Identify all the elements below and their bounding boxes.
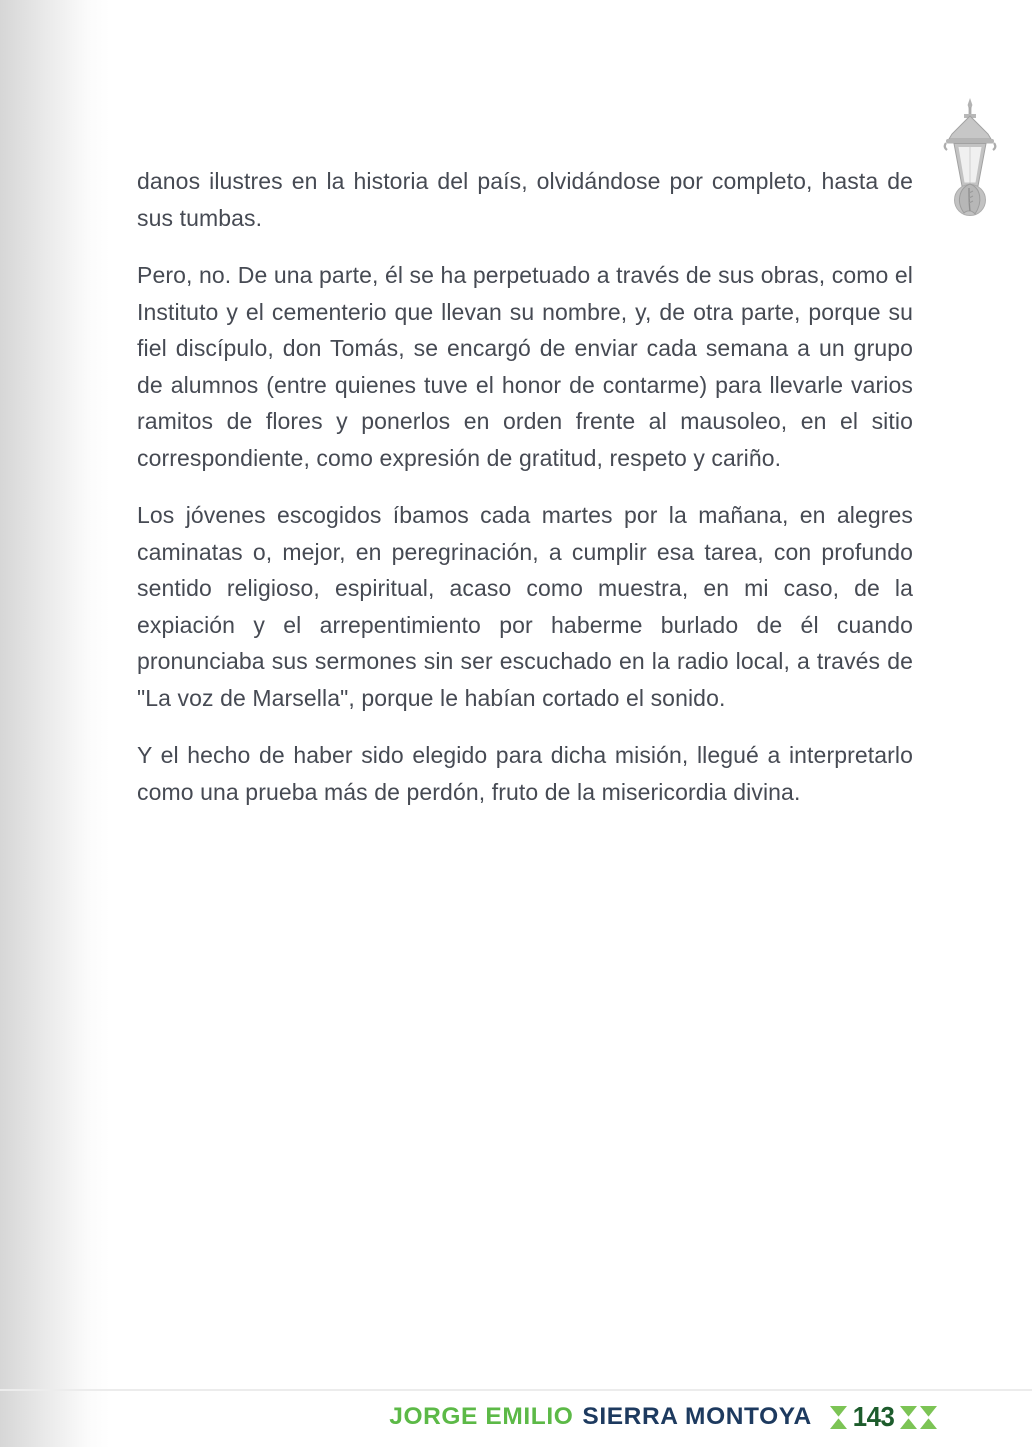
wall-lantern-icon	[933, 98, 1007, 216]
footer-author	[389, 1403, 812, 1431]
spine-shadow-gradient	[0, 0, 110, 1447]
footer-author-first-name: JORGE EMILIO	[389, 1403, 574, 1430]
paragraph-3: Los jóvenes escogidos íbamos cada martes por la mañana, en alegres caminatas o, mejor, en peregrinación, a cumplir esa tarea, con profundo sentido religioso, espiritual, acaso como muestra, en mi caso, de la expiación y el arrepentimiento por haberme burlado de él cuando pronunciaba sus sermones sin ser escuchado en la radio local, a través de "La voz de Marsella", porque le habían cortado el sonido.	[137, 502, 913, 711]
footer-separator	[0, 1389, 1032, 1391]
footer-author-last-name: SIERRA MONTOYA	[582, 1403, 812, 1430]
paragraph-4: Y el hecho de haber sido elegido para dicha misión, llegué a interpretarlo como una prueba más de perdón, fruto de la misericordia divina.	[137, 742, 913, 805]
page-number-group	[830, 1401, 937, 1433]
footer	[389, 1400, 937, 1434]
wall-lantern-image	[933, 98, 1007, 216]
hourglass-ornament-icon	[830, 1406, 847, 1429]
hourglass-ornament-pair	[900, 1406, 937, 1429]
hourglass-ornament-icon	[920, 1406, 937, 1429]
paragraph-1: danos ilustres en la historia del país, olvidándose por completo, hasta de sus tumbas.	[137, 168, 913, 231]
page-text-block	[137, 163, 913, 810]
hourglass-ornament-icon	[900, 1406, 917, 1429]
page-number: 143	[852, 1401, 895, 1432]
paragraph-2: Pero, no. De una parte, él se ha perpetuado a través de sus obras, como el Instituto y el cementerio que llevan su nombre, y, de otra parte, porque su fiel discípulo, don Tomás, se encargó de enviar cada semana a un grupo de alumnos (entre quienes tuve el honor de contarme) para llevarle varios ramitos de flores y ponerlos en orden frente al mausoleo, en el sitio correspondiente, como expresión de gratitud, respeto y cariño.	[137, 262, 913, 471]
